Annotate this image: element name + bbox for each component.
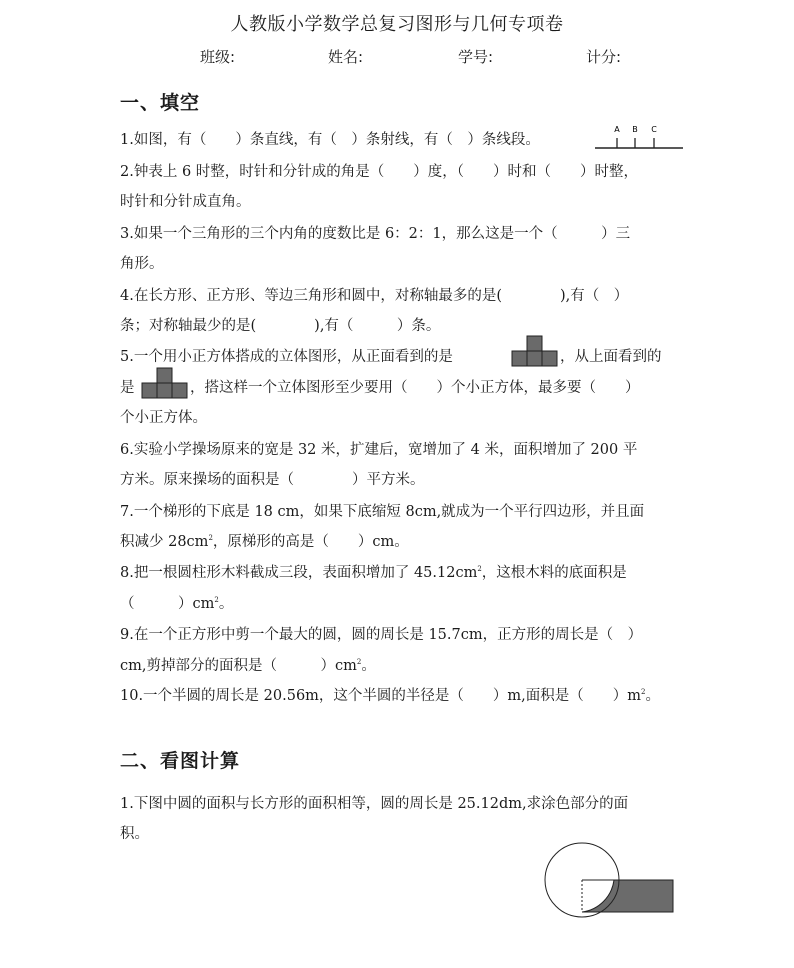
question-3-line-2: 角形。 [120,256,164,272]
question-8-text: 8.把一根圆柱形木料截成三段，表面积增加了 45.12cm [120,565,478,581]
question-8-end: 。 [218,596,234,612]
square-superscript: 2 [214,596,219,604]
question-10-end: 。 [645,688,661,704]
shaded-region [582,880,673,912]
question-4-line-2: 条；对称轴最少的是( ),有（ ）条。 [120,318,441,334]
question-1: 1.如图，有（ ）条直线，有（ ）条射线，有（ ）条线段。 [120,132,540,148]
square-superscript: 2 [208,534,213,542]
square-superscript: 2 [477,565,482,573]
question-2-line-2: 时针和分针成直角。 [120,194,251,210]
question-4-line-1: 4.在长方形、正方形、等边三角形和圆中，对称轴最多的是( ),有（ ） [120,288,629,304]
question-10 [120,684,660,705]
question-9-line-1: 9.在一个正方形中剪一个最大的圆，圆的周长是 15.7cm，正方形的周长是（ ） [120,627,643,643]
section-2-heading: 二、看图计算 [120,750,241,772]
page-title: 人教版小学数学总复习图形与几何专项卷 [230,14,564,35]
line-segment-figure [595,124,685,152]
point-label-b: B [632,125,638,134]
question-6-line-1: 6.实验小学操场原来的宽是 32 米，扩建后，宽增加了 4 米，面积增加了 200 平 [120,442,638,458]
question-7-text: 积减少 28cm [120,534,209,550]
name-field: 姓名: [328,48,364,66]
question-7-line-2 [120,530,409,551]
front-view-figure [512,336,558,366]
question-6-line-2: 方米。原来操场的面积是（ ）平方米。 [120,472,425,488]
section-1-heading: 一、填空 [120,92,201,114]
square-superscript: 2 [356,658,362,666]
circle-rectangle-figure [540,840,680,916]
question-7-line-1: 7.一个梯形的下底是 18 cm，如果下底缩短 8cm,就成为一个平行四边形，并且面 [120,504,645,520]
calc-question-1-line-1: 1.下图中圆的面积与长方形的面积相等，圆的周长是 25.12dm,求涂色部分的面 [120,796,629,812]
top-view-figure [142,368,188,398]
question-10-text: 10.一个半圆的周长是 20.56m，这个半圆的半径是（ ）m,面积是（ ）m [120,688,642,704]
calc-question-1-line-2: 积。 [120,826,149,842]
question-8-answer: （ ）cm [120,596,215,612]
question-9-end: 。 [361,658,376,674]
question-7-text-end: ，原梯形的高是（ ）cm。 [212,534,409,550]
score-field: 计分: [586,48,622,66]
question-9-text: cm,剪掉部分的面积是（ ）cm [120,658,357,674]
question-2-line-1: 2.钟表上 6 时整，时针和分针成的角是（ ）度，（ ）时和（ ）时整， [120,164,639,180]
point-label-c: C [651,125,657,134]
question-5-line-2-start: 是 [120,380,135,396]
question-5-line-1-end: ，从上面看到的 [560,349,662,365]
question-3-line-1: 3.如果一个三角形的三个内角的度数比是 6：2：1，那么这是一个（ ）三 [120,226,631,242]
question-5-line-3: 个小正方体。 [120,410,207,426]
question-5-line-2-end: ，搭这样一个立体图形至少要用（ ）个小正方体，最多要（ ） [190,380,640,396]
question-8-line-2 [120,592,233,613]
question-9-line-2 [120,654,376,675]
square-superscript: 2 [641,688,646,696]
question-8-text-end: ，这根木料的底面积是 [481,565,627,581]
student-id-field: 学号: [458,48,494,66]
class-field: 班级: [200,48,236,66]
point-label-a: A [614,125,620,134]
question-8-line-1 [120,561,627,582]
question-5-line-1-text: 5.一个用小正方体搭成的立体图形，从正面看到的是 [120,349,453,365]
